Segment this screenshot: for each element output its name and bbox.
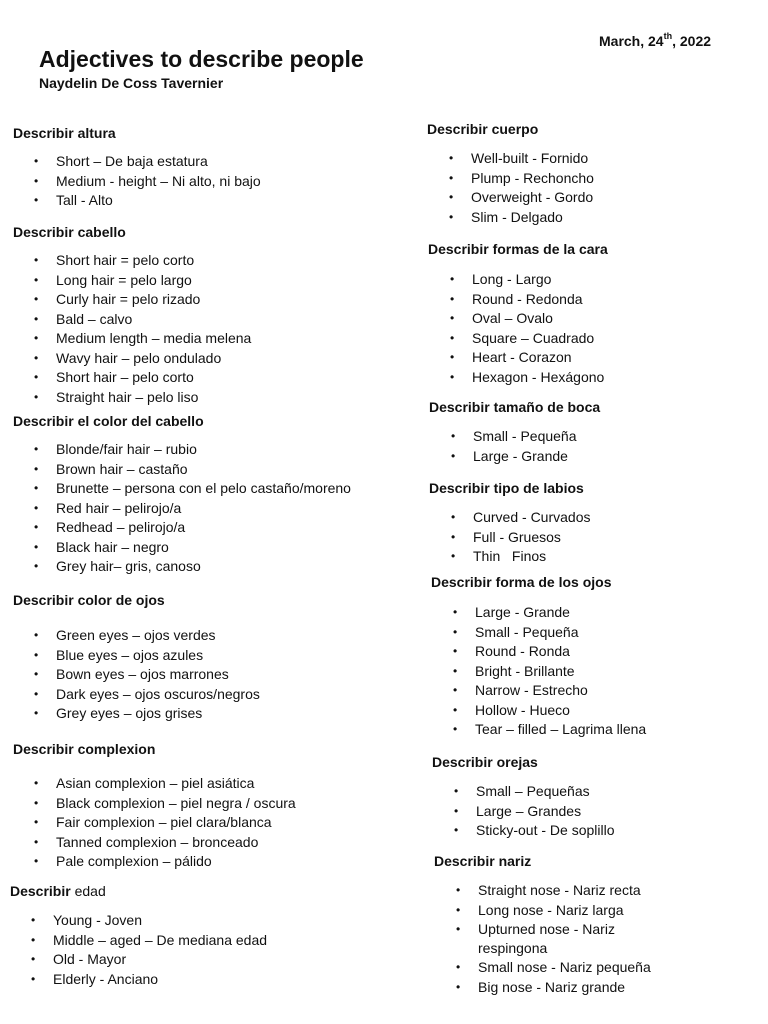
list-ojos: [453, 603, 646, 740]
list-item: • Curly hair = pelo rizado: [34, 290, 251, 310]
list-item: • Asian complexion – piel asiática: [34, 774, 296, 794]
section-heading-color-ojos: Describir color de ojos: [13, 592, 165, 608]
list-item: • Long - Largo: [450, 270, 604, 290]
list-item: • Pale complexion – pálido: [34, 852, 296, 872]
list-color-cabello: [34, 440, 351, 577]
list-item: • Red hair – pelirojo/a: [34, 499, 351, 519]
section-heading-color-cabello: Describir el color del cabello: [13, 413, 204, 429]
list-item: • Small - Pequeña: [453, 623, 646, 643]
section-heading-altura: Describir altura: [13, 125, 116, 141]
list-item: • Short hair – pelo corto: [34, 368, 251, 388]
section-heading-cara: Describir formas de la cara: [428, 241, 608, 257]
list-item: • Blonde/fair hair – rubio: [34, 440, 351, 460]
list-item: • Wavy hair – pelo ondulado: [34, 349, 251, 369]
list-cabello: [34, 251, 251, 407]
section-heading-nariz: Describir nariz: [434, 853, 532, 869]
list-item: • Small – Pequeñas: [454, 782, 615, 802]
list-item: • Green eyes – ojos verdes: [34, 626, 260, 646]
list-item: • Medium - height – Ni alto, ni bajo: [34, 172, 261, 192]
section-heading-complexion: Describir complexion: [13, 741, 156, 757]
list-item: • Upturned nose - Nariz respingona: [456, 920, 646, 958]
list-item: • Long hair = pelo largo: [34, 271, 251, 291]
list-item: • Elderly - Anciano: [31, 970, 267, 990]
list-item: • Brunette – persona con el pelo castaño/moreno: [34, 479, 351, 499]
section-heading-cuerpo: Describir cuerpo: [427, 121, 539, 137]
list-item: • Black hair – negro: [34, 538, 351, 558]
list-item: • Overweight - Gordo: [449, 188, 594, 208]
list-item: • Short – De baja estatura: [34, 152, 261, 172]
list-item: • Oval – Ovalo: [450, 309, 604, 329]
list-edad: [31, 911, 267, 989]
list-item: • Curved - Curvados: [451, 508, 591, 528]
list-item: • Big nose - Nariz grande: [456, 978, 651, 998]
list-item: • Tear – filled – Lagrima llena: [453, 720, 646, 740]
list-item: • Round - Ronda: [453, 642, 646, 662]
list-item: • Dark eyes – ojos oscuros/negros: [34, 685, 260, 705]
list-cuerpo: [449, 149, 594, 227]
list-item: • Heart - Corazon: [450, 348, 604, 368]
list-item: • Slim - Delgado: [449, 208, 594, 228]
section-heading-ojos: Describir forma de los ojos: [431, 574, 612, 590]
list-item: • Old - Mayor: [31, 950, 267, 970]
list-item: • Hexagon - Hexágono: [450, 368, 604, 388]
list-item: • Tanned complexion – bronceado: [34, 833, 296, 853]
date-year: , 2022: [672, 33, 712, 49]
list-item: • Tall - Alto: [34, 191, 261, 211]
list-item: • Sticky-out - De soplillo: [454, 821, 615, 841]
date-month-day: March, 24: [599, 33, 664, 49]
list-item: • Small nose - Nariz pequeña: [456, 958, 651, 978]
list-color-ojos: [34, 626, 260, 724]
list-item: • Plump - Rechoncho: [449, 169, 594, 189]
list-item: • Medium length – media melena: [34, 329, 251, 349]
list-complexion: [34, 774, 296, 872]
list-item: • Thin Finos: [451, 547, 591, 567]
section-heading-edad: [10, 882, 106, 900]
list-item: • Large - Grande: [451, 447, 577, 467]
list-orejas: [454, 782, 615, 841]
list-item: • Narrow - Estrecho: [453, 681, 646, 701]
list-cara: [450, 270, 604, 387]
document-date: [599, 33, 711, 49]
list-item: • Bown eyes – ojos marrones: [34, 665, 260, 685]
list-item: • Grey hair– gris, canoso: [34, 557, 351, 577]
list-item: • Round - Redonda: [450, 290, 604, 310]
section-heading-cabello: Describir cabello: [13, 224, 126, 240]
list-item: • Well-built - Fornido: [449, 149, 594, 169]
list-item: • Brown hair – castaño: [34, 460, 351, 480]
list-item: • Black complexion – piel negra / oscura: [34, 794, 296, 814]
section-heading-orejas: Describir orejas: [432, 754, 538, 770]
list-item: • Long nose - Nariz larga: [456, 901, 651, 921]
section-heading-edad-bold: Describir: [10, 883, 71, 899]
list-item: • Blue eyes – ojos azules: [34, 646, 260, 666]
list-item: • Small - Pequeña: [451, 427, 577, 447]
list-item: • Bald – calvo: [34, 310, 251, 330]
list-item: • Short hair = pelo corto: [34, 251, 251, 271]
section-heading-labios: Describir tipo de labios: [429, 480, 584, 496]
list-item: • Large – Grandes: [454, 802, 615, 822]
list-item: • Young - Joven: [31, 911, 267, 931]
list-item: • Hollow - Hueco: [453, 701, 646, 721]
list-item: • Large - Grande: [453, 603, 646, 623]
list-labios: [451, 508, 591, 567]
list-item: • Straight hair – pelo liso: [34, 388, 251, 408]
section-heading-edad-normal: edad: [70, 883, 106, 899]
list-item: • Fair complexion – piel clara/blanca: [34, 813, 296, 833]
document-title: Adjectives to describe people: [39, 46, 364, 72]
list-item: • Straight nose - Nariz recta: [456, 881, 651, 901]
list-altura: [34, 152, 261, 211]
document-author: Naydelin De Coss Tavernier: [39, 75, 224, 91]
list-item: • Square – Cuadrado: [450, 329, 604, 349]
list-boca: [451, 427, 577, 466]
section-heading-boca: Describir tamaño de boca: [429, 399, 601, 415]
list-nariz: [456, 881, 651, 997]
list-item: • Bright - Brillante: [453, 662, 646, 682]
list-item: • Redhead – pelirojo/a: [34, 518, 351, 538]
list-item: • Full - Gruesos: [451, 528, 591, 548]
list-item: • Grey eyes – ojos grises: [34, 704, 260, 724]
date-ordinal-suffix: th: [663, 31, 673, 41]
list-item: • Middle – aged – De mediana edad: [31, 931, 267, 951]
